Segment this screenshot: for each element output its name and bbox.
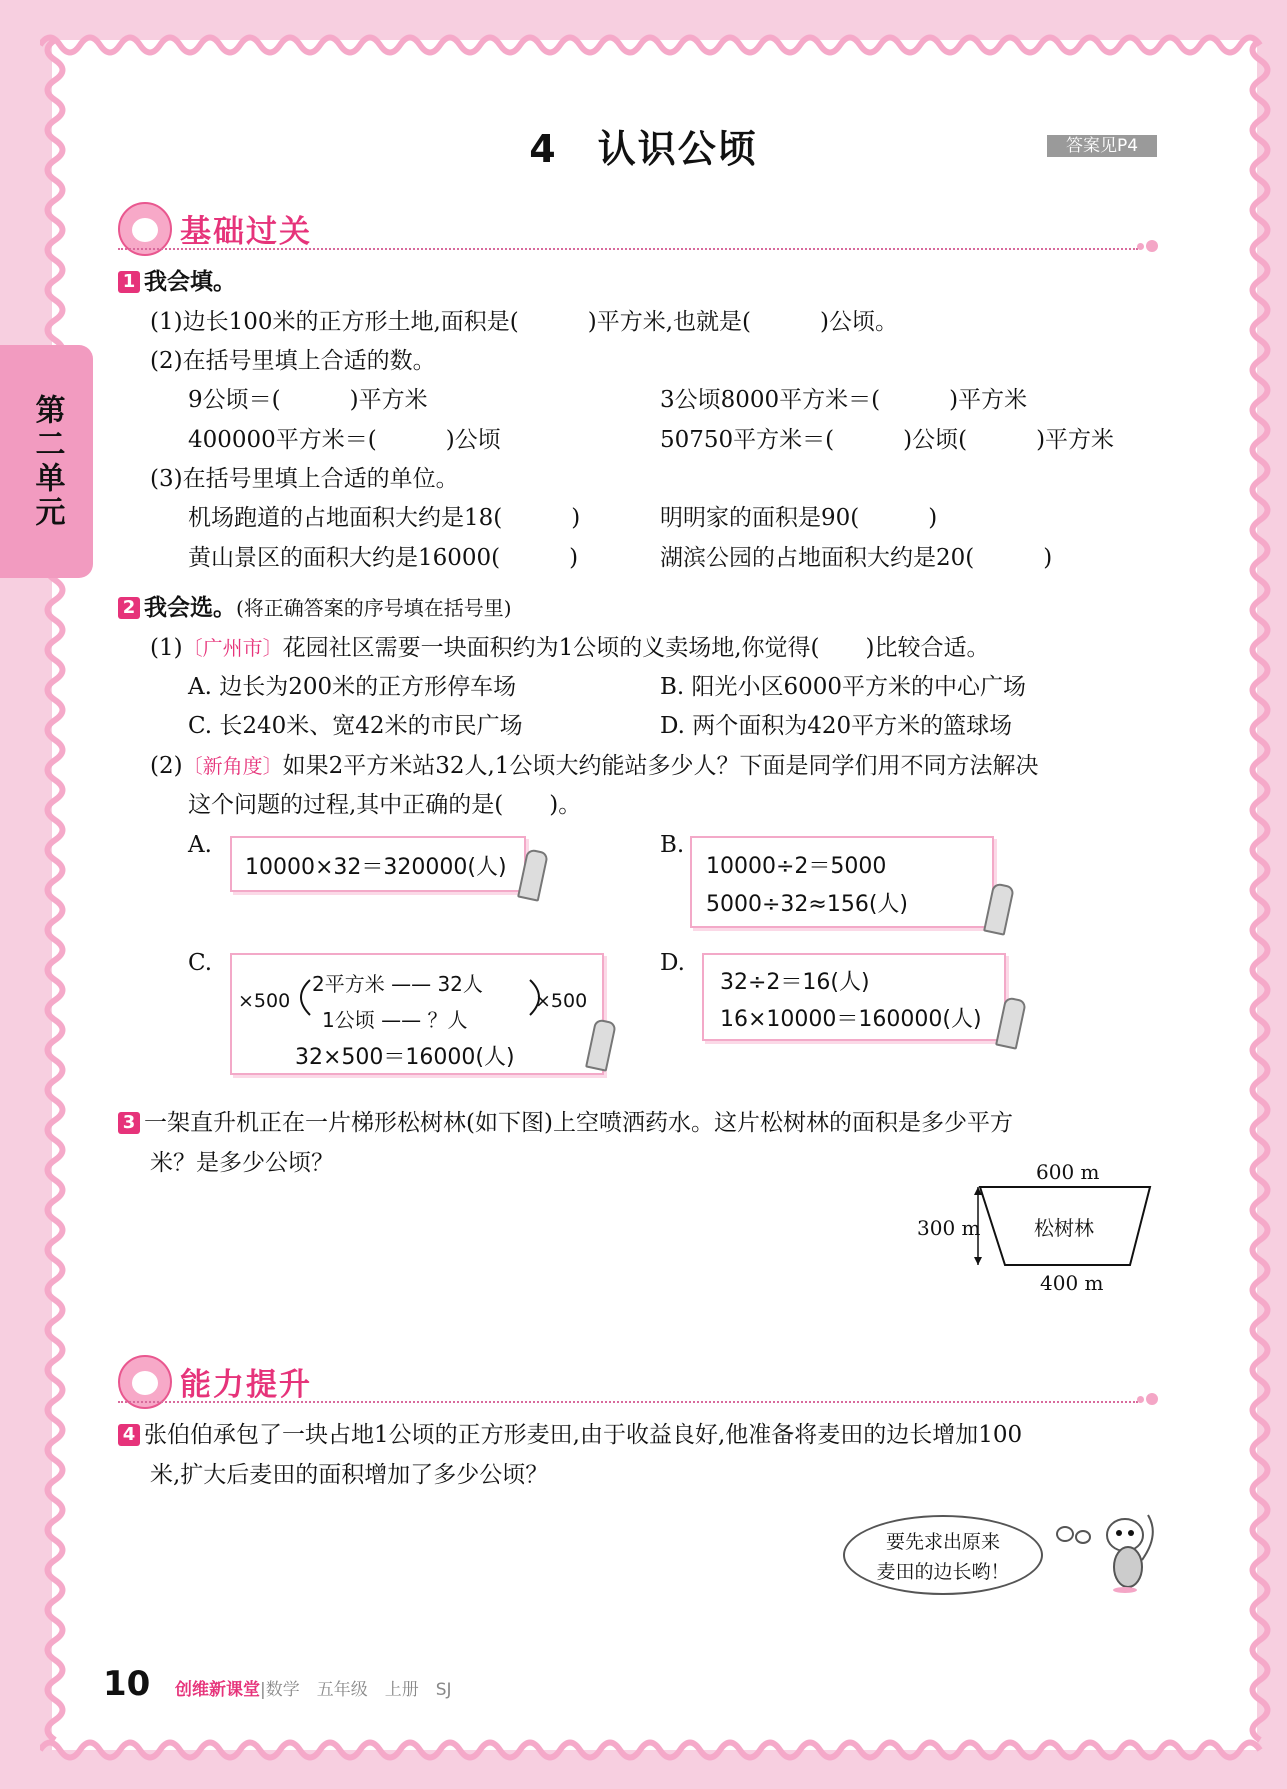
footer-rest: |数学 五年级 上册 SJ [260,1680,452,1700]
wavy-border-bottom [40,1735,1270,1765]
q2-option-b: B. 阳光小区6000平方米的中心广场 [660,674,1027,700]
q1-line6b: 明明家的面积是90( ) [660,505,938,531]
q2-part2 [150,751,1038,781]
q2-part2-prefix: (2) [150,753,183,779]
trapezoid-top-label: 600 m [1036,1160,1100,1184]
q1-line7b: 湖滨公园的占地面积大约是20( ) [660,545,1053,571]
hint-cloud [843,1515,1043,1595]
q2-option-a: A. 边长为200米的正方形停车场 [188,674,517,700]
decor-dot [1137,243,1144,250]
card-c-arrows [290,975,550,1025]
q1-title: 我会填。 [144,269,236,295]
q1-line1: (1)边长100米的正方形土地,面积是( )平方米,也就是( )公顷。 [150,309,898,335]
card-c-label: C. [188,950,213,976]
decor-dot [1137,1396,1144,1403]
q2-title: 我会选。 [144,595,236,621]
card-c-line3: 32×500＝16000(人) [295,1045,515,1070]
trapezoid-inside-label: 松树林 [1034,1216,1094,1240]
q2-part1 [150,633,989,663]
q4-text: 张伯伯承包了一块占地1公顷的正方形麦田,由于收益良好,他准备将麦田的边长增加100 [144,1422,1023,1448]
unit-side-tab [0,345,93,578]
trapezoid-bottom-label: 400 m [1040,1271,1104,1295]
q1-line7a: 黄山景区的面积大约是16000( ) [188,545,579,571]
card-c-line2: 1公顷 —— ？人 [322,1008,468,1032]
footer-brand: 创维新课堂 [175,1680,260,1700]
wavy-border-left [40,40,70,1750]
q4-line1 [118,1420,1022,1450]
unit-label: 第二单元 [29,393,65,530]
q3-text: 一架直升机正在一片梯形松树林(如下图)上空喷洒药水。这片松树林的面积是多少平方 [144,1110,1013,1136]
q3-line2: 米？是多少公顷？ [150,1150,334,1176]
decor-dot [1146,240,1158,252]
q1-line3b: 3公顷8000平方米＝( )平方米 [660,387,1028,413]
thought-bubble [1056,1526,1074,1542]
q1-line4a: 400000平方米＝( )公顷 [188,427,501,453]
q3-number: 3 [118,1112,140,1134]
q4-line2: 米,扩大后麦田的面积增加了多少公顷？ [150,1462,549,1488]
q2-part2-tag: 〔新角度〕 [182,754,283,778]
dotted-divider [118,1401,1138,1403]
trapezoid-height-label: 300 m [917,1216,981,1240]
section-header-advanced [118,1353,1158,1409]
card-b-label: B. [660,832,685,858]
squirrel-mascot-icon [1090,1505,1160,1595]
q2-part1-text: 花园社区需要一块面积约为1公顷的义卖场地,你觉得( )比较合适。 [282,635,990,661]
card-c-line1: 2平方米 —— 32人 [312,972,483,996]
q1-line4b: 50750平方米＝( )公顷( )平方米 [660,427,1115,453]
footer-text [175,1675,452,1700]
q2-number: 2 [118,597,140,619]
q2-part1-tag: 〔广州市〕 [182,636,283,660]
q2-option-d: D. 两个面积为420平方米的篮球场 [660,713,1013,739]
q2-part1-prefix: (1) [150,635,183,661]
card-a-label: A. [188,832,212,858]
q2-note: (将正确答案的序号填在括号里) [236,596,512,620]
q2-part2-text: 如果2平方米站32人,1公顷大约能站多少人？下面是同学们用不同方法解决 [282,753,1039,779]
q4-number: 4 [118,1424,140,1446]
answer-reference: 答案见P4 [1047,135,1157,157]
card-c-mult-right: ×500 [535,990,588,1012]
q2-part2-line2: 这个问题的过程,其中正确的是( )。 [188,792,582,818]
card-b-line1: 10000÷2＝5000 [706,854,887,879]
page-title: 4 认识公顷 [529,127,758,171]
hint-line1: 要先求出原来 [885,1531,1000,1553]
section-title: 基础过关 [180,214,312,250]
q1-line2: (2)在括号里填上合适的数。 [150,348,436,374]
card-d-line1: 32÷2＝16(人) [720,970,870,995]
card-c-mult-left: ×500 [238,990,291,1012]
page-number: 10 [103,1664,151,1704]
section-header-basic [118,200,1158,256]
dotted-divider [118,248,1138,250]
wavy-border-right [1245,40,1275,1750]
card-b-line2: 5000÷32≈156(人) [706,892,909,917]
q1-heading [118,267,236,297]
q1-line6a: 机场跑道的占地面积大约是18( ) [188,505,581,531]
q1-line3a: 9公顷＝( )平方米 [188,387,428,413]
q2-option-c: C. 长240米、宽42米的市民广场 [188,713,523,739]
q1-number: 1 [118,271,140,293]
q2-heading [118,593,512,623]
q3-line1 [118,1108,1013,1138]
q1-line5: (3)在括号里填上合适的单位。 [150,466,459,492]
hint-line2: 麦田的边长哟！ [876,1561,1010,1583]
card-d-line2: 16×10000＝160000(人) [720,1007,982,1032]
card-a-line1: 10000×32＝320000(人) [245,855,507,880]
card-d-label: D. [660,950,685,976]
decor-dot [1146,1393,1158,1405]
wavy-border-top [40,30,1270,60]
section-title: 能力提升 [180,1367,312,1403]
thought-bubble [1075,1530,1091,1544]
